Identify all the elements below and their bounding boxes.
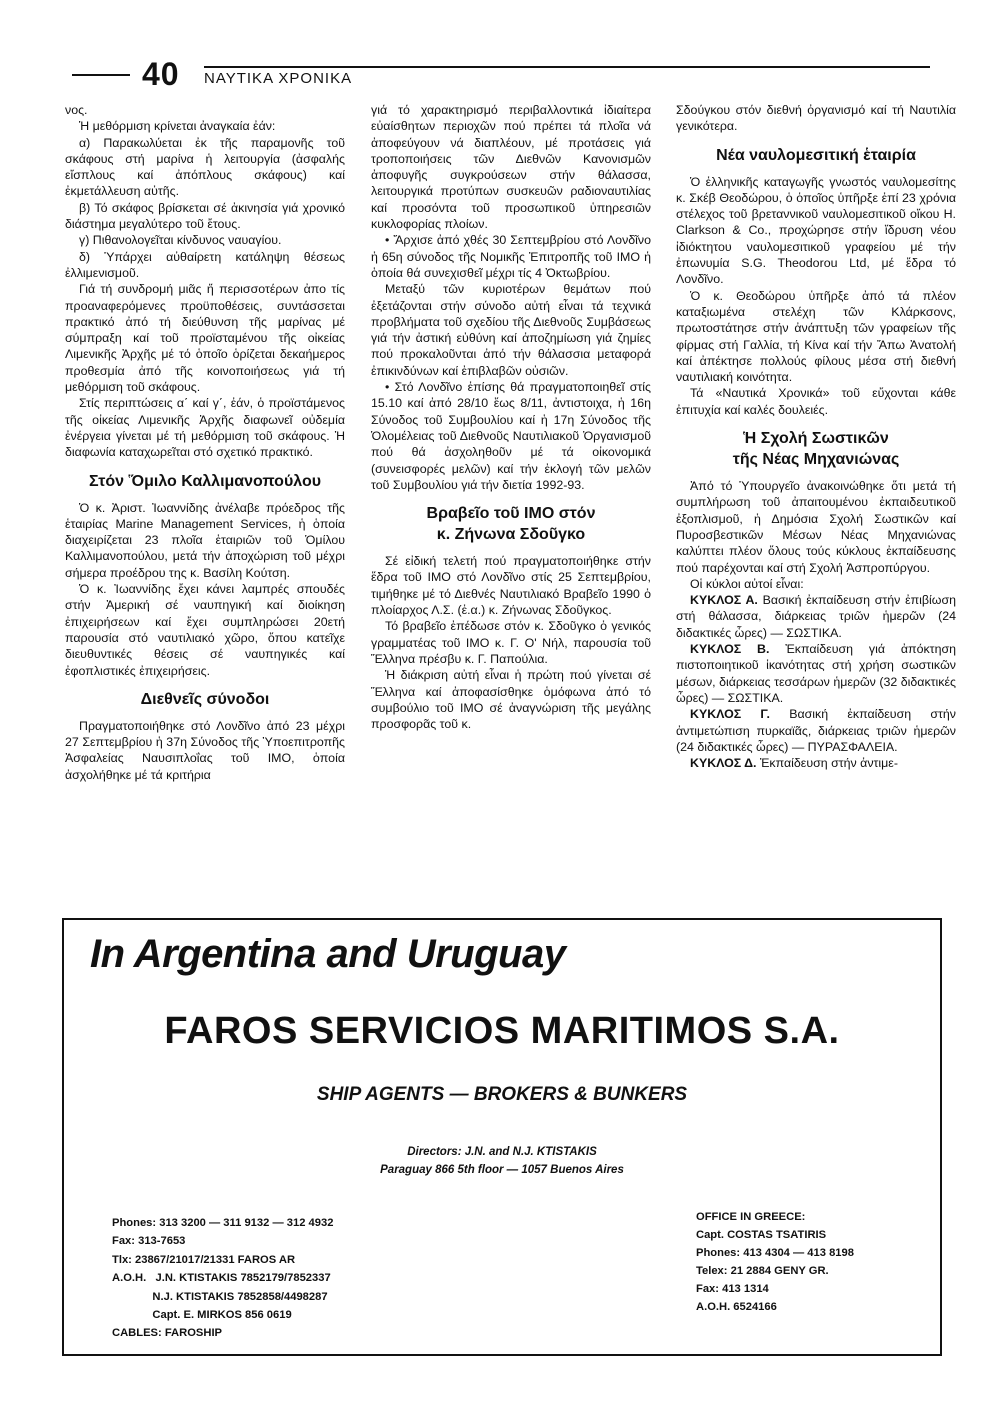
paragraph: • Ἄρχισε ἀπό χθές 30 Σεπτεμβρίου στό Λονδῖνο ἡ 65η σύνοδος τῆς Νομικῆς Ἐπιτροπῆς τοῦ ΙΜΟ ἡ ὁποία θά συνεχισθεῖ μέχρι τίς 4 Ὀκτωβρίου. [371,233,651,280]
contact-line: A.O.H. J.N. KTISTAKIS 7852179/7852337 [112,1272,331,1285]
header-rule-right [204,66,930,68]
section-heading: Διεθνεῖς σύνοδοι [140,690,270,708]
contact-line: Fax: 313-7653 [112,1235,186,1248]
page-number: 40 [142,56,180,92]
column-2 [371,102,651,732]
course-text: Βασική ἐκπαίδευση στήν ἀντιμετώπιση πυρκαϊᾶς, διάρκειας τριῶν ἡμερῶν (24 διδακτικές ὧρες) — ΠΥΡΑΣΦΑΛΕΙΑ. [676,707,956,754]
paragraph: Ὁ κ. Ἀριστ. Ἰωαννίδης ἀνέλαβε πρόεδρος τῆς ἑταιρίας Marine Management Services, ἡ ὁποία διαχειρίζεται 23 πλοῖα ἑταιριῶν τοῦ Ὁμίλου Καλλιμανοπούλου, μετά τήν ἀποχώριση τοῦ μέχρι σήμερα προέδρου της κ. Βασίλη Κούτση. [65,500,345,580]
paragraph: δ) Ὑπάρχει αὐθαίρετη κατάληψη θέσεως ἐλλιμενισμοῦ. [65,249,345,280]
advertisement-box [62,918,942,1356]
paragraph: Ὁ ἑλληνικῆς καταγωγῆς γνωστός ναυλομεσίτης κ. Σκέβ Θεοδώρου, ὁ ὁποῖος ὑπῆρξε ἐπί 23 χρόνια στέλεχος τοῦ βρεταννικοῦ ναυλομεσιτικοῦ οἴκου Η. Clarkson & Co., προχώρησε στήν ἵδρυση νέου ἰδιόκτητου ναυλομεσιτικοῦ γραφείου μέ τήν ἐπωνυμία S.G. Theodorou Ltd, μέ ἕδρα τό Λονδῖνο. [676,174,956,287]
course-label: ΚΥΚΛΟΣ Α. [690,593,758,608]
paragraph: Σέ εἰδική τελετή πού πραγματοποιήθηκε στήν ἕδρα τοῦ ΙΜΟ στό Λονδῖνο στίς 25 Σεπτεμβρίου, τιμήθηκε μέ τό Διεθνές Ναυτιλιακό Βραβεῖο 1990 ὁ πλοίαρχος Λ.Σ. (ἐ.α.) κ. Ζήνωνας Σδοῦγκος. [371,554,651,618]
contact-line: CABLES: FAROSHIP [112,1327,223,1340]
ad-contacts-greece [696,1208,854,1316]
paragraph: Ἡ διάκριση αὐτή εἶναι ἡ πρώτη πού γίνεται σέ Ἕλληνα καί ἀποφασίσθηκε ὁμόφωνα ἀπό τό συμβούλιο τοῦ ΙΜΟ σέ ἀναγνώριση τῆς μεγάλης προσφορᾶς τοῦ κ. [371,668,651,732]
ad-services: SHIP AGENTS — BROKERS & BUNKERS [316,1084,688,1105]
paragraph: Ὁ κ. Ἰωαννίδης ἔχει κάνει λαμπρές σπουδές στήν Ἀμερική σέ ναυπηγική καί διοίκηση ἐπιχειρήσεων καί ἔχει συμπληρώσει 20ετή παρουσία στό ναυτιλιακό χῶρο, ὅπου κατεῖχε διευθυντικές θέσεις σέ ναυπηγικές καί ἐφοπλιστικές ἐπιχειρήσεις. [65,582,345,678]
paragraph: Στίς περιπτώσεις α΄ καί γ΄, ἐάν, ὁ προϊστάμενος τῆς οἰκείας Λιμενικῆς Ἀρχῆς διαφωνεῖ οὐδεμία ἐνέργεια γίνεται μέ τή μεθόρμιση τοῦ σκάφους. Ἡ διαφωνία καταχωρεῖται στό σχετικό πρακτικό. [65,396,345,460]
section-heading: Νέα ναυλομεσιτική ἑταιρία [716,146,916,164]
paragraph: • Στό Λονδῖνο ἐπίσης θά πραγματοποιηθεῖ στίς 15.10 καί ἀπό 28/10 ἕως 8/11, ἀντιστοιχα, ἡ 16η Σύνοδος τοῦ Συμβουλίου καί ἡ 17η Σύνοδος τῆς Ὁλομέλειας τοῦ Διεθνοῦς Ναυτιλιακοῦ Ὀργανισμοῦ πού θά ἀσχοληθοῦν μέ τά οἰκονομικά (συνεισφορές μελῶν) καί τήν ἐκλογή τῶν μελῶν τοῦ Συμβουλίου γιά τήν διετία 1992-93. [371,380,651,492]
contact-line: OFFICE IN GREECE: [696,1211,806,1223]
contact-line: Capt. COSTAS TSATIRIS [696,1229,827,1241]
paragraph: Τά «Ναυτικά Χρονικά» τοῦ εὔχονται κάθε ἐπιτυχία καί καλές δουλειές. [676,386,956,417]
ad-tagline: In Argentina and Uruguay [90,932,566,976]
paragraph: Πραγματοποιήθηκε στό Λονδῖνο ἀπό 23 μέχρι 27 Σεπτεμβρίου ἡ 37η Σύνοδος τῆς Ὑποεπιτροπῆς Ἀσφαλείας Ναυσιπλοΐας τοῦ ΙΜΟ, ὁποία ἀσχολήθηκε μέ τά κριτήρια [65,718,345,782]
paragraph: νος. [65,103,88,117]
heading-line: κ. Ζήνωνα Σδοῦγκο [436,526,586,544]
paragraph: Οἱ κύκλοι αὐτοί εἶναι: [690,576,804,591]
column-1 [65,102,345,783]
course-item [676,755,956,771]
ad-directors: Directors: J.N. and N.J. KTISTAKIS [407,1146,597,1158]
course-item [676,641,956,706]
course-label: ΚΥΚΛΟΣ Γ. [690,707,770,722]
paragraph: γ) Πιθανολογεῖται κίνδυνος ναυαγίου. [79,233,282,248]
contact-line: Phones: 413 4304 — 413 8198 [696,1247,854,1259]
magazine-title: ΝΑΥΤΙΚΑ ΧΡΟΝΙΚΑ [204,70,353,87]
course-item [676,592,956,641]
paragraph: Ἀπό τό Ὑπουργεῖο ἀνακοινώθηκε ὅτι μετά τή συμπλήρωση τοῦ ἀπαιτουμένου ἐκπαιδευτικοῦ ἐξοπλισμοῦ, ἡ Δημόσια Σχολή Σωστικῶν καί Πυροσβεστικῶν Μέσων Νέας Μηχανιώνας καλύπτει πλέον ὅλους τούς κύκλους ἐκπαίδευσης πού παρέχονται καί στή Σχολή Ἀσπροπύργου. [676,479,956,575]
ad-address: Paraguay 866 5th floor — 1057 Buenos Aires [380,1164,624,1176]
paragraph: Μεταξύ τῶν κυριοτέρων θεμάτων πού ἐξετάζονται στήν σύνοδο αὐτή εἶναι τά τεχνικά προβλήματα τοῦ σχεδίου τῆς Διεθνοῦς Συμβάσεως γιά τήν ἀστική εὐθύνη καί ἀποζημίωση γιά ζημίες πού προκαλοῦνται ἀπό τήν θάλασσια μεταφορά ἐπικινδύνων καί ἐπιβλαβῶν οὐσιῶν. [371,282,651,378]
column-3 [676,102,956,771]
heading-line: Βραβεῖο τοῦ ΙΜΟ στόν [426,505,596,523]
contact-line: A.O.H. 6524166 [696,1301,777,1313]
heading-line: Ἡ Σχολή Σωστικῶν [743,430,889,448]
course-label: ΚΥΚΛΟΣ Δ. [690,756,757,771]
page-header [0,56,1000,96]
contact-line: Tlx: 23867/21017/21331 FAROS AR [112,1253,296,1266]
contact-line: Phones: 313 3200 — 311 9132 — 312 4932 [112,1217,334,1229]
contact-line: Fax: 413 1314 [696,1283,769,1295]
contact-line: Capt. E. MIRKOS 856 0619 [112,1309,292,1322]
ad-company-name: FAROS SERVICIOS MARITIMOS S.A. [164,1010,840,1052]
course-text: Ἐκπαίδευση γιά ἀπόκτηση πιστοποιητικοῦ ἱκανότητας στή χρήση σωστικῶν μέσων, διάρκειας τεσσάρων ἡμερῶν (32 διδακτικές ὧρες) — ΣΩΣΤΙΚΑ. [676,642,956,705]
contact-line: N.J. KTISTAKIS 7852858/4498287 [112,1290,328,1303]
paragraph: Ὁ κ. Θεοδώρου ὑπῆρξε ἀπό τά πλέον καταξιωμένα στελέχη τῶν Κλάρκσονς, πρωτοστάτησε στήν ἀνάπτυξη τῶν γραφείων τῆς φίρμας στή Γαλλία, τή Κίνα καί τήν Ἄπω Ἀνατολή καί ἀπέκτησε πολλούς φίλους μέσα στή διεθνή ναυτιλιακή κοινότητα. [676,288,956,385]
course-text: Βασική ἐκπαίδευση στήν ἐπιβίωση στή θάλασσα, διάρκειας τριῶν ἡμερῶν (24 διδακτικές ὧρες) — ΣΩΣΤΙΚΑ. [676,593,956,640]
course-text: Ἐκπαίδευση στήν ἀντιμε- [756,756,898,771]
contact-line: Telex: 21 2884 GENY GR. [696,1265,829,1277]
paragraph: Γιά τή συνδρομή μιᾶς ἤ περισσοτέρων ἀπο τίς προαναφερόμενες προϋποθέσεις, συντάσσεται πρακτικό ἀπό τή διεύθυνση τῆς μαρίνας μέ σύμπραξη καί τοῦ προϊσταμένου τῆς οἰκείας Λιμενικῆς Ἀρχῆς μέ τό ὁποῖο ὁρίζεται δεκαήμερος προθεσμία ἀπό τῆς κοινοποιήσεως γιά τή μεθόρμιση τοῦ σκάφους. [65,282,345,395]
paragraph: Σδούγκου στόν διεθνή ὀργανισμό καί τή Ναυτιλία γενικότερα. [676,103,956,134]
course-label: ΚΥΚΛΟΣ Β. [690,642,770,657]
header-rule-left [72,74,130,76]
paragraph: Ἡ μεθόρμιση κρίνεται ἀναγκαία ἐάν: [79,119,276,134]
course-item [676,706,956,755]
paragraph: α) Παρακωλύεται ἐκ τῆς παραμονῆς τοῦ σκάφους στή μαρίνα ἡ λειτουργία (ἀσφαλής εἴσπλους καί ἀπόπλους σκάφους) καί ἐκμετάλλευση αὐτῆς. [65,135,345,199]
section-heading [676,428,956,470]
paragraph: Τό βραβεῖο ἐπέδωσε στόν κ. Σδοῦγκο ὁ γενικός γραμματέας τοῦ ΙΜΟ κ. Γ. Ο' Νήλ, παρουσία τοῦ Ἕλληνα πρέσβυ κ. Γ. Παπούλια. [371,619,651,666]
heading-line: τῆς Νέας Μηχανιώνας [732,451,900,469]
paragraph: β) Τό σκάφος βρίσκεται σέ ἀκινησία γιά χρονικό διάστημα μεγαλύτερο τοῦ ἔτους. [65,200,345,232]
section-heading [371,503,651,545]
section-heading: Στόν Ὅμιλο Καλλιμανοπούλου [88,472,322,490]
paragraph: γιά τό χαρακτηρισμό περιβαλλοντικά ἰδιαίτερα εὐαίσθητων περιοχῶν πού πρέπει τά πλοῖα νά ἀποφεύγουν νά διαπλέουν, μέ προτάσεις γιά τροποποιήσεις τῶν Διεθνῶν Κανονισμῶν ἀποφυγῆς συγκρούσεων στήν θάλασσα, λειτουργικά προτύπων συσκευῶν ραδιοναυτιλίας καί προσόντα τοῦ προσωπικοῦ ὑπηρεσιῶν κυκλοφορίας πλοίων. [371,103,651,232]
ad-contacts-argentina [112,1214,333,1343]
